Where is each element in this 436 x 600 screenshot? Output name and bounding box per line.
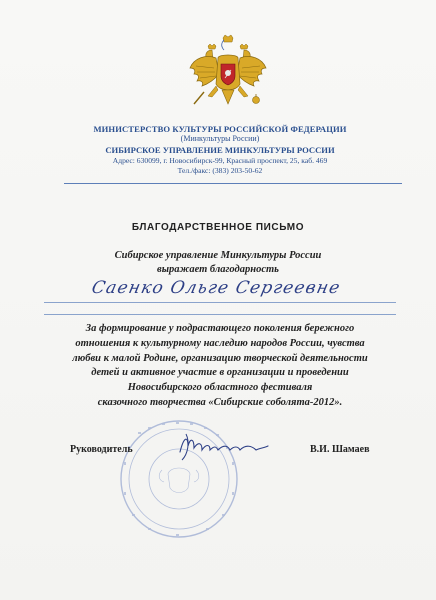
recipient-underline bbox=[44, 302, 396, 303]
department-address: Адрес: 630099, г. Новосибирск-99, Красный проспект, 25, каб. 469 bbox=[112, 156, 328, 165]
letter-body bbox=[40, 322, 400, 411]
intro-line-2: выражает благодарность bbox=[157, 264, 279, 275]
letter-title: БЛАГОДАРСТВЕННОЕ ПИСЬМО bbox=[131, 222, 305, 233]
ministry-name: МИНИСТЕРСТВО КУЛЬТУРЫ РОССИЙСКОЙ ФЕДЕРАЦИИ bbox=[93, 124, 347, 134]
department-name: СИБИРСКОЕ УПРАВЛЕНИЕ МИНКУЛЬТУРЫ РОССИИ bbox=[105, 145, 335, 155]
recipient-underline-second bbox=[44, 314, 396, 315]
body-line: Новосибирского областного фестиваля bbox=[127, 382, 313, 394]
body-line: сказочного творчества «Сибирские соболята-2012». bbox=[97, 396, 343, 408]
body-line: отношения к культурному наследию народов России, чувства bbox=[75, 337, 365, 349]
body-line: любви к малой Родине, организацию творческой деятельности bbox=[72, 352, 368, 364]
double-headed-eagle-icon bbox=[186, 34, 270, 118]
body-line: детей и активное участие в организации и проведении bbox=[91, 367, 349, 379]
recipient-name: Саенко Ольге Сергеевне bbox=[89, 278, 343, 298]
department-phone: Тел./факс: (383) 203-50-62 bbox=[177, 166, 263, 175]
header-divider bbox=[64, 183, 402, 184]
intro-line-1: Сибирское управление Минкультуры России bbox=[114, 250, 322, 261]
signer-title: Руководитель bbox=[70, 444, 133, 455]
handwritten-signature bbox=[176, 432, 272, 462]
signer-name: В.И. Шамаев bbox=[310, 444, 370, 455]
body-line: За формирование у подрастающего поколения бережного bbox=[85, 323, 355, 334]
ministry-short-name: (Минкультуры России) bbox=[180, 134, 260, 143]
